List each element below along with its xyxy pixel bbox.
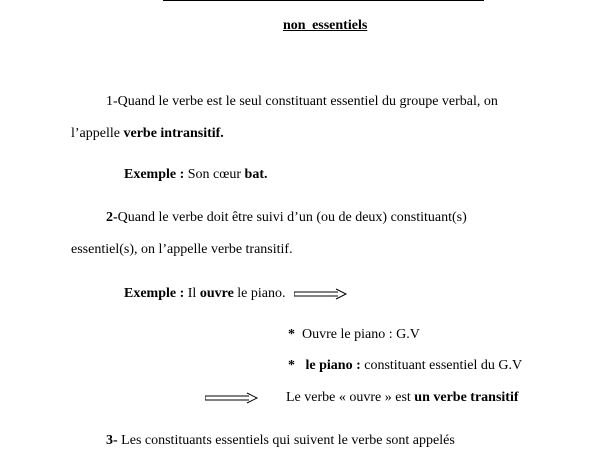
double-arrow-right-icon <box>294 288 348 300</box>
section1-line2 <box>71 126 224 142</box>
transitive-term: un verbe transitif <box>414 390 519 405</box>
intransitive-term: verbe intransitif. <box>123 126 224 141</box>
section2-line1-text: Quand le verbe doit être suivi d’un (ou de deux) constituant(s) <box>117 210 467 225</box>
bullet2-text: constituant essentiel du G.V <box>360 358 523 373</box>
example1 <box>124 167 268 183</box>
example1-verb: bat. <box>244 167 268 182</box>
section2-number: 2- <box>106 210 118 225</box>
section1-line2-text: l’appelle <box>71 126 124 141</box>
bullet2 <box>288 358 522 374</box>
example2-verb: ouvre <box>199 286 234 301</box>
example2 <box>124 286 286 302</box>
example2-label: Exemple : <box>124 286 185 301</box>
double-arrow-right-icon <box>205 392 259 404</box>
section3-number: 3- <box>106 433 118 448</box>
bullet2-term: le piano : <box>305 358 361 373</box>
title-underline-rule <box>163 0 484 1</box>
section3-line1 <box>106 433 455 449</box>
bullet1-star: * <box>288 327 295 342</box>
conclusion-line <box>286 390 519 406</box>
bullet1 <box>288 327 420 343</box>
bullet2-star: * <box>288 358 295 373</box>
section3-line1-text: Les constituants essentiels qui suivent le verbe sont appelés <box>117 433 455 448</box>
example2-post: le piano. <box>233 286 286 301</box>
example2-pre: Il <box>184 286 200 301</box>
section1-line1: 1-Quand le verbe est le seul constituant essentiel du groupe verbal, on <box>106 94 498 109</box>
conclusion-text: Le verbe « ouvre » est <box>286 390 415 405</box>
example1-text: Son cœur <box>184 167 245 182</box>
section-title: non essentiels <box>283 18 368 33</box>
bullet1-text: Ouvre le piano : G.V <box>302 327 420 342</box>
example1-label: Exemple : <box>124 167 185 182</box>
section2-line2: essentiel(s), on l’appelle verbe transitif. <box>71 242 293 257</box>
section2-line1 <box>106 210 467 226</box>
